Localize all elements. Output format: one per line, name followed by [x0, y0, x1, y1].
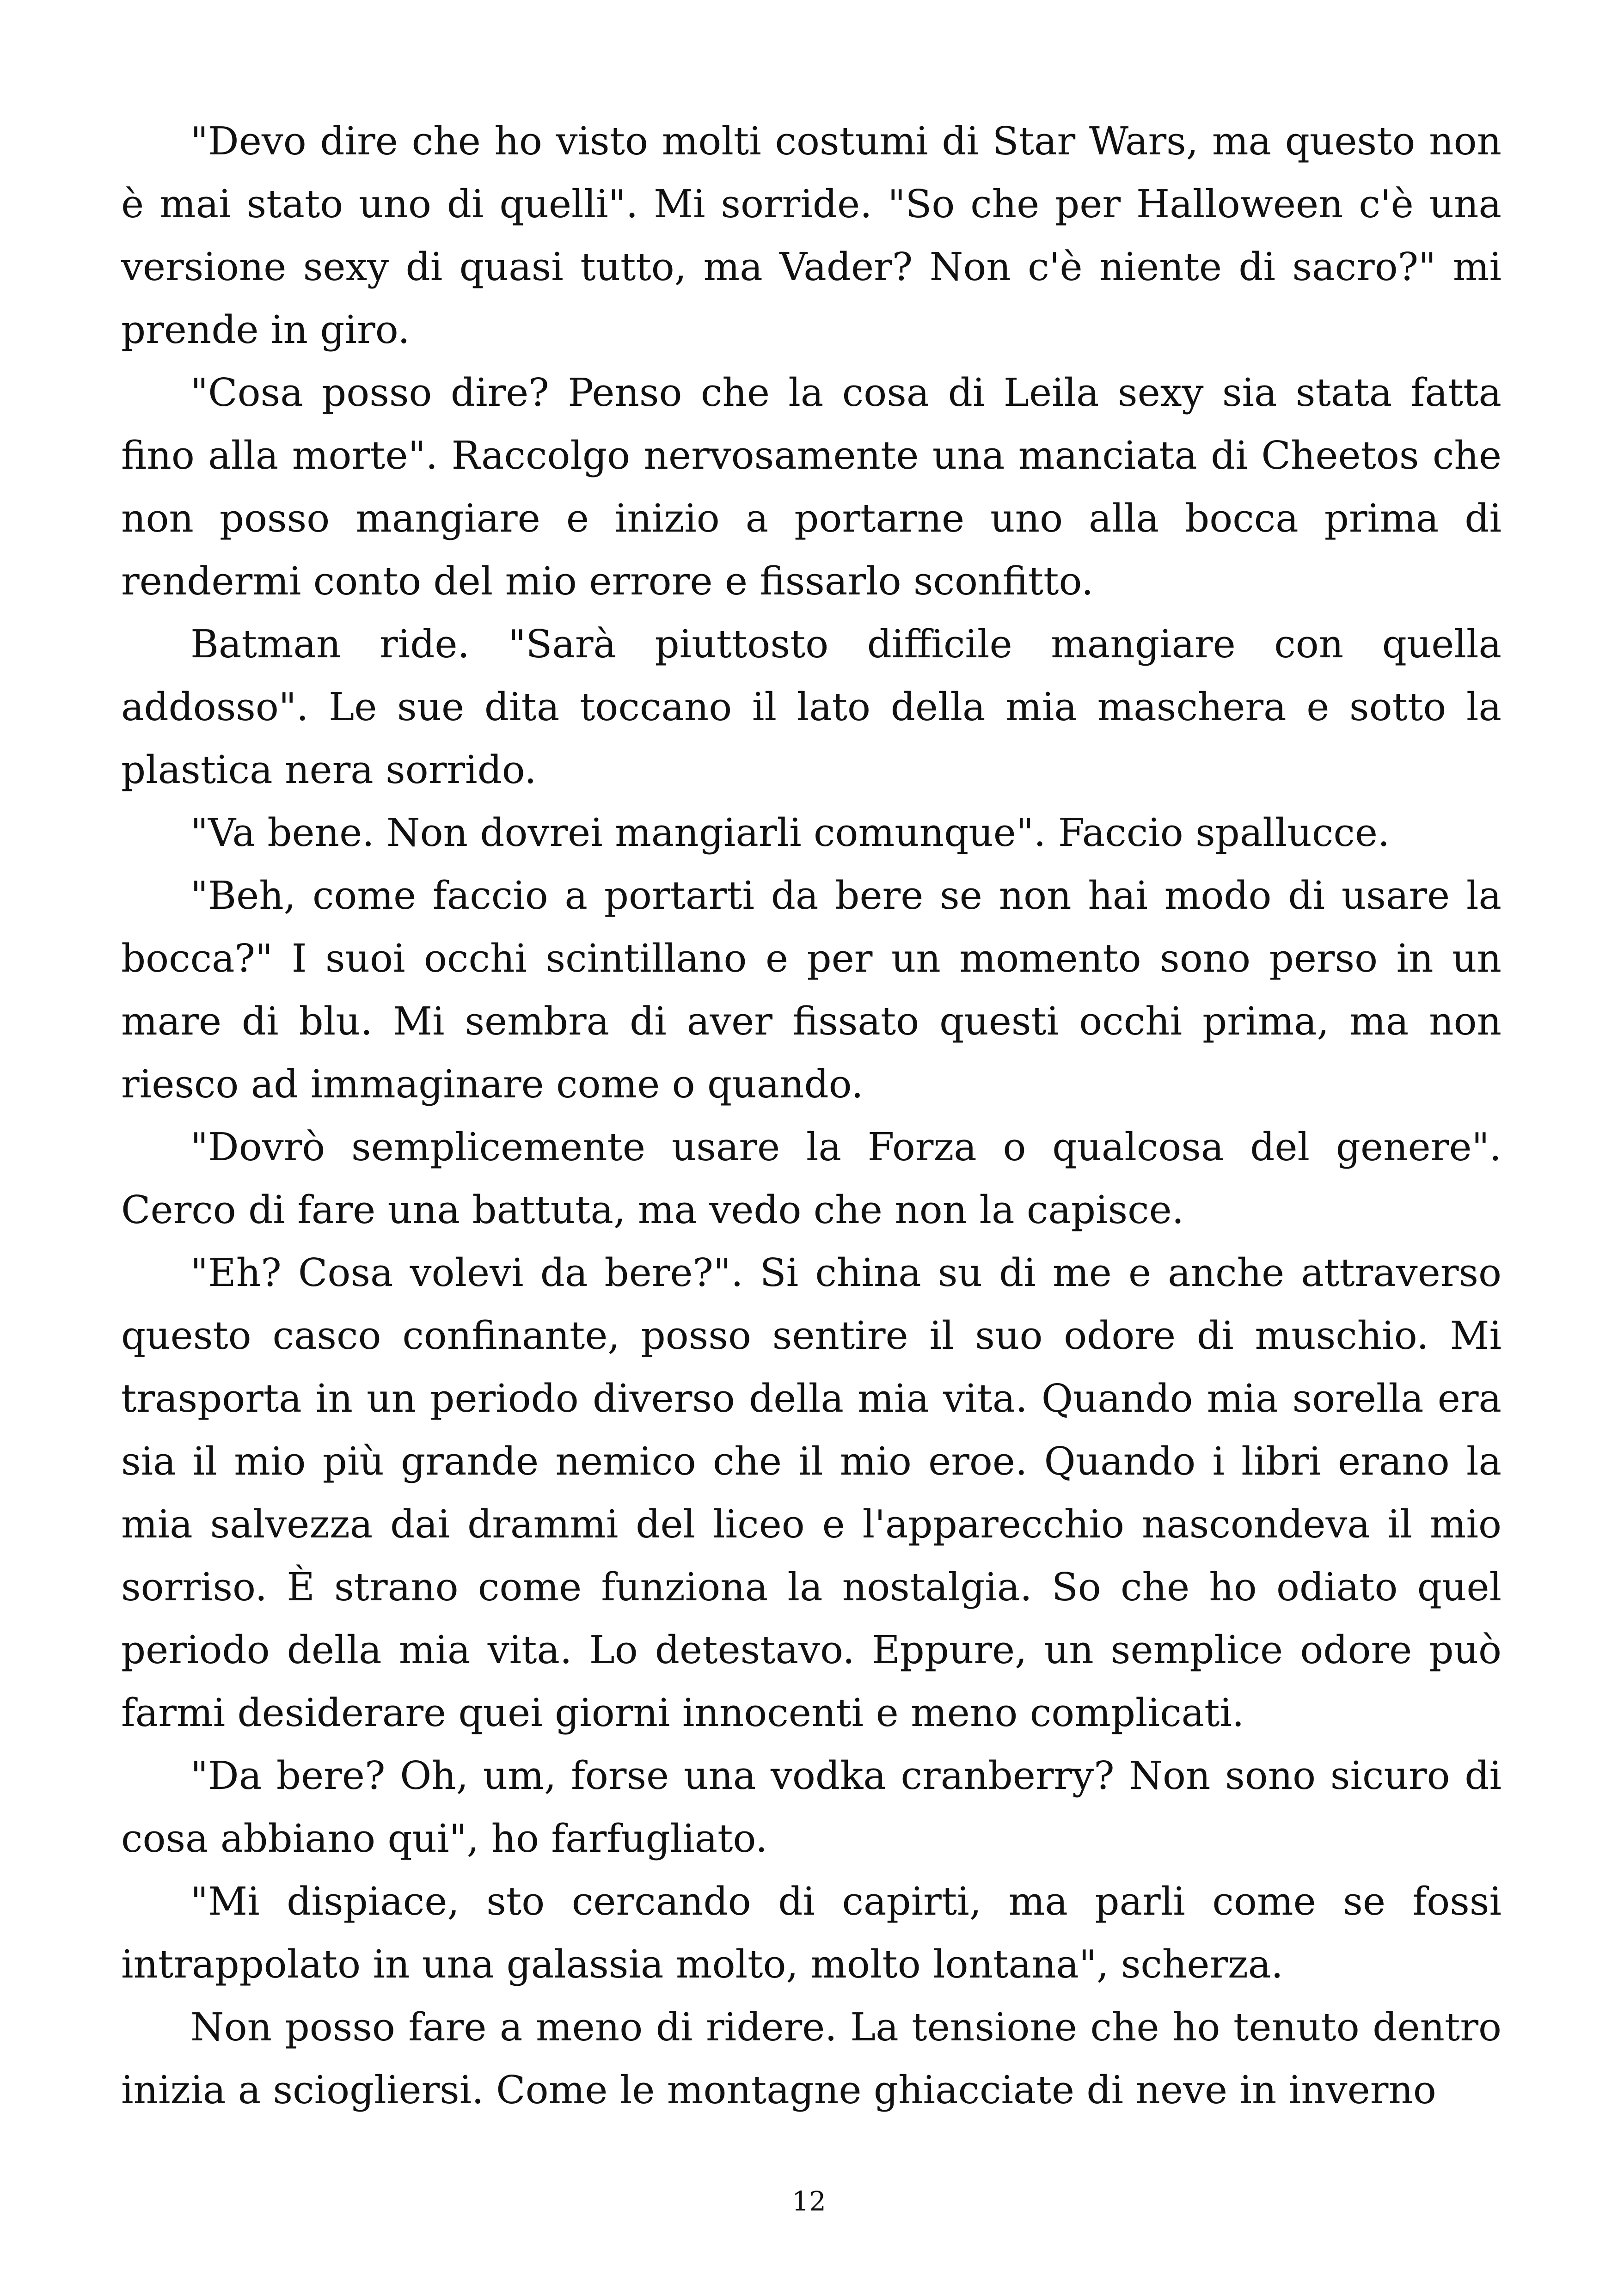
paragraph: "Devo dire che ho visto molti costumi di Star Wars, ma questo non è mai stato uno di quelli". Mi sorride. "So che per Halloween c'è una versione sexy di quasi tutto, ma Vader? Non c'è niente di sacro?" mi prende in giro.	[121, 119, 1502, 352]
paragraph: "Cosa posso dire? Penso che la cosa di Leila sexy sia stata fatta fino alla morte". Raccolgo nervosamente una manciata di Cheetos che non posso mangiare e inizio a portarne uno alla bocca prima di rendermi conto del mio errore e fissarlo sconfitto.	[121, 370, 1502, 604]
page-number: 12	[792, 2186, 826, 2217]
paragraph: "Da bere? Oh, um, forse una vodka cranberry? Non sono sicuro di cosa abbiano qui", ho farfugliato.	[121, 1753, 1502, 1861]
paragraph: "Mi dispiace, sto cercando di capirti, ma parli come se fossi intrappolato in una galassia molto, molto lontana", scherza.	[121, 1879, 1502, 1987]
paragraph: Non posso fare a meno di ridere. La tensione che ho tenuto dentro inizia a sciogliersi. Come le montagne ghiacciate di neve in inverno	[121, 2005, 1502, 2112]
paragraph: "Va bene. Non dovrei mangiarli comunque". Faccio spallucce.	[190, 810, 1390, 855]
paragraph: "Beh, come faccio a portarti da bere se non hai modo di usare la bocca?" I suoi occhi scintillano e per un momento sono perso in un mare di blu. Mi sembra di aver fissato questi occhi prima, ma non riesco ad immaginare come o quando.	[121, 873, 1502, 1107]
body-text	[121, 110, 1502, 2122]
paragraph: "Eh? Cosa volevi da bere?". Si china su di me e anche attraverso questo casco confinante, posso sentire il suo odore di muschio. Mi trasporta in un periodo diverso della mia vita. Quando mia sorella era sia il mio più grande nemico che il mio eroe. Quando i libri erano la mia salvezza dai drammi del liceo e l'apparecchio nascondeva il mio sorriso. È strano come funziona la nostalgia. So che ho odiato quel periodo della mia vita. Lo detestavo. Eppure, un semplice odore può farmi desiderare quei giorni innocenti e meno complicati.	[121, 1250, 1502, 1735]
paragraph: "Dovrò semplicemente usare la Forza o qualcosa del genere". Cerco di fare una battuta, ma vedo che non la capisce.	[121, 1125, 1502, 1232]
paragraph: Batman ride. "Sarà piuttosto difficile mangiare con quella addosso". Le sue dita toccano il lato della mia maschera e sotto la plastica nera sorrido.	[121, 622, 1502, 792]
